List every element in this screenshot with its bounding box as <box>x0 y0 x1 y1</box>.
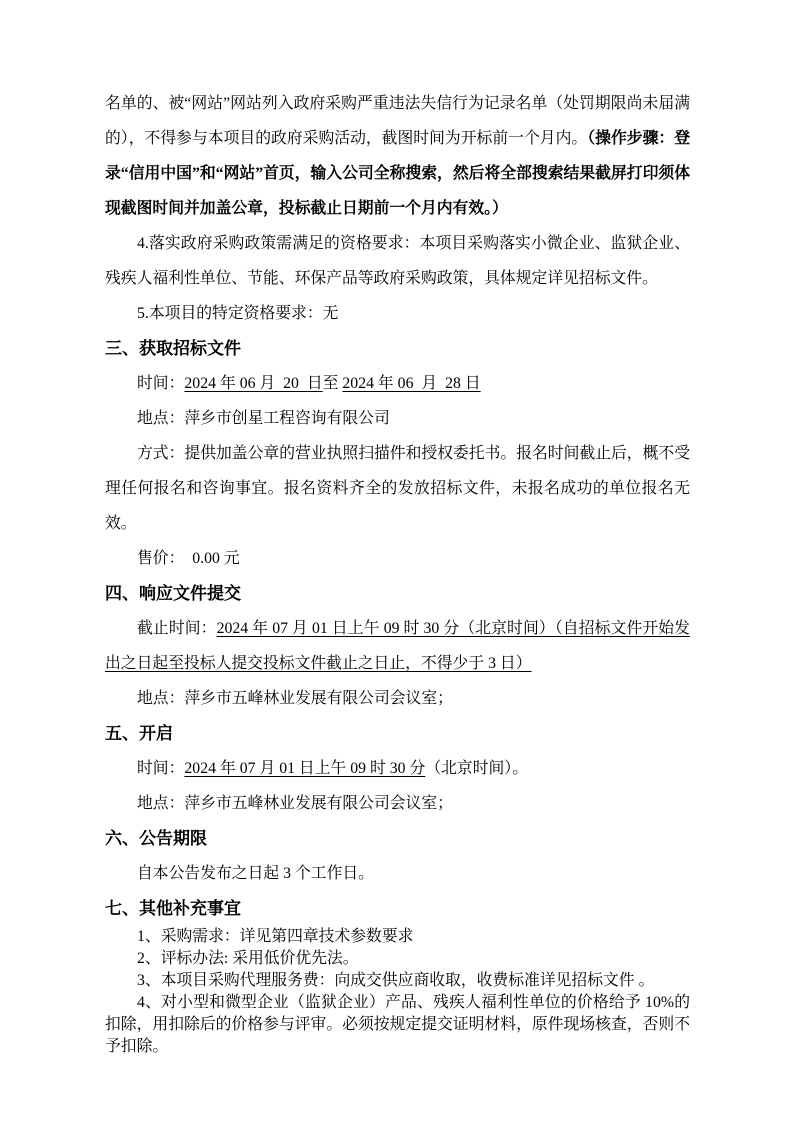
section-3-time-line <box>105 366 690 401</box>
section-7-item-1: 1、采购需求：详见第四章技术参数要求 <box>137 928 414 945</box>
section-4-location-line: 地点：萍乡市五峰林业发展有限公司会议室； <box>137 690 453 707</box>
deadline-underlined: 2024 年 07 月 01 日上午 09 时 30 分（北京时间）（自招标文件开始发出之日起至投标人提交投标文件截止之日止，不得少于 3 日） <box>105 620 690 672</box>
section-4-heading: 四、响应文件提交 <box>105 584 241 603</box>
continuation-paragraph <box>105 86 690 226</box>
section-7-item-3: 3、本项目采购代理服务费：向成交供应商收取，收费标准详见招标文件 。 <box>137 972 655 989</box>
qualification-item-4: 4.落实政府采购政策需满足的资格要求：本项目采购落实小微企业、监狱企业、残疾人福利性单位、节能、环保产品等政府采购政策，具体规定详见招标文件。 <box>105 235 690 287</box>
deadline-label: 截止时间： <box>137 620 217 637</box>
operation-steps-bold-note: （操作步骤：登录“信用中国”和“网站”首页，输入公司全称搜索，然后将全部搜索结果截屏打印须体现截图时间并加盖公章，投标截止日期前一个月内有效。） <box>105 130 690 217</box>
section-7-heading: 七、其他补充事宜 <box>105 899 241 918</box>
section-5-location-line: 地点：萍乡市五峰林业发展有限公司会议室； <box>137 795 453 812</box>
section-6-heading: 六、公告期限 <box>105 829 207 848</box>
open-time-suffix: （北京时间）。 <box>425 760 528 777</box>
qualification-item-5: 5.本项目的特定资格要求：无 <box>137 305 339 322</box>
continuation-text: 名单的、被“网站”网站列入政府采购严重违法失信行为记录名单（处罚期限尚未届满的），不得参与本项目的政府采购活动，截图时间为开标前一个月内。 <box>105 95 690 147</box>
section-5-time-line <box>105 751 690 786</box>
open-time-underlined: 2024 年 07 月 01 日上午 09 时 30 分 <box>184 760 426 777</box>
section-3-method-paragraph: 方式：提供加盖公章的营业执照扫描件和授权委托书。报名时间截止后，概不受理任何报名和咨询事宜。报名资料齐全的发放招标文件，未报名成功的单位报名无效。 <box>105 445 690 532</box>
section-3-location-line: 地点：萍乡市创星工程咨询有限公司 <box>137 410 390 427</box>
section-3-heading: 三、获取招标文件 <box>105 339 241 358</box>
time-separator: 至 <box>322 375 343 392</box>
page-content <box>105 86 690 1058</box>
section-4-deadline-paragraph <box>105 611 690 681</box>
open-time-label: 时间： <box>137 760 185 777</box>
time-from-underlined: 2024 年 06 月 20 日 <box>184 375 323 392</box>
section-6-body-line: 自本公告发布之日起 3 个工作日。 <box>137 865 374 882</box>
time-label: 时间： <box>137 375 185 392</box>
section-5-heading: 五、开启 <box>105 724 173 743</box>
section-3-price-line: 售价： 0.00 元 <box>137 550 240 567</box>
section-7-item-4: 4、对小型和微型企业（监狱企业）产品、残疾人福利性单位的价格给予 10%的扣除，用扣除后的价格参与评审。必须按规定提交证明材料，原件现场核查，否则不予扣除。 <box>105 994 690 1055</box>
time-to-underlined: 2024 年 06 月 28 日 <box>342 375 481 392</box>
section-7-item-2: 2、评标办法: 采用低价优先法。 <box>137 950 359 967</box>
